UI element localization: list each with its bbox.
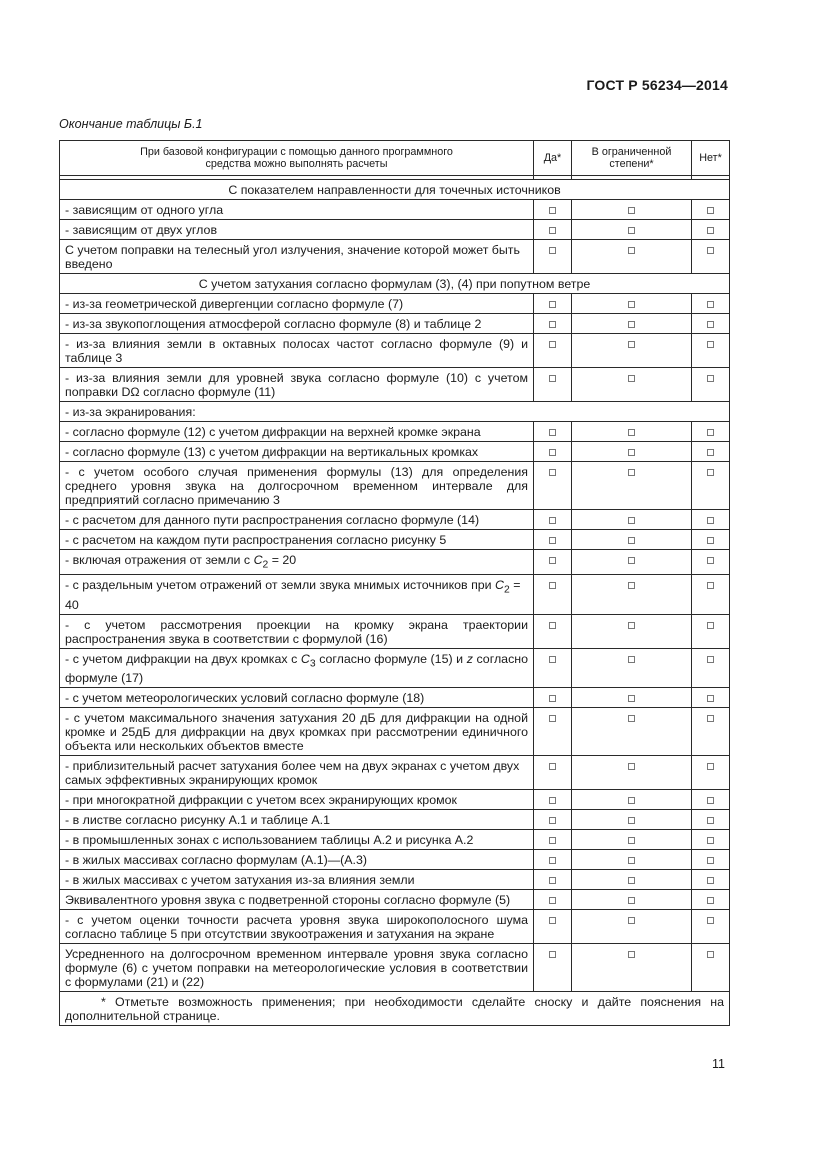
checkbox[interactable] [628, 622, 635, 629]
yes-cell [534, 220, 572, 240]
checkbox[interactable] [707, 207, 714, 214]
checkbox[interactable] [549, 837, 556, 844]
row-label: Эквивалентного уровня звука с подветренной стороны согласно формуле (5) [60, 890, 534, 910]
checkbox[interactable] [628, 341, 635, 348]
table-row [60, 910, 730, 944]
no-cell [692, 688, 730, 708]
checkbox[interactable] [707, 763, 714, 770]
checkbox[interactable] [707, 817, 714, 824]
yes-cell [534, 510, 572, 530]
checkbox[interactable] [628, 656, 635, 663]
row-label [60, 575, 534, 614]
checkbox[interactable] [707, 797, 714, 804]
checkbox[interactable] [707, 227, 714, 234]
table-row [60, 314, 730, 334]
row-label: - с учетом рассмотрения проекции на кромку экрана траектории распространения звука в соответствии с формулой (16) [60, 614, 534, 648]
checkbox[interactable] [707, 622, 714, 629]
row-label: - при многократной дифракции с учетом всех экранирующих кромок [60, 790, 534, 810]
symbol: C [495, 578, 504, 593]
checkbox[interactable] [707, 715, 714, 722]
checkbox[interactable] [549, 449, 556, 456]
yes-cell [534, 334, 572, 368]
table-row [60, 530, 730, 550]
no-cell [692, 944, 730, 992]
no-cell [692, 334, 730, 368]
table-row [60, 850, 730, 870]
no-cell [692, 810, 730, 830]
checkbox[interactable] [628, 715, 635, 722]
yes-cell [534, 614, 572, 648]
row-label: - с учетом максимального значения затухания 20 дБ для дифракции на одной кромке и 25дБ для дифракции на двух кромках при рассмотрении единичного объекта или нескольких объектов вместе [60, 708, 534, 756]
no-cell [692, 510, 730, 530]
table-row [60, 830, 730, 850]
checkbox[interactable] [628, 695, 635, 702]
document-code: ГОСТ Р 56234—2014 [586, 77, 728, 93]
row-label: - зависящим от двух углов [60, 220, 534, 240]
subscript: 2 [262, 559, 269, 571]
checkbox[interactable] [628, 517, 635, 524]
subscript: 2 [504, 584, 510, 596]
checkbox[interactable] [707, 429, 714, 436]
checkbox[interactable] [549, 582, 556, 589]
no-cell [692, 850, 730, 870]
checkbox[interactable] [628, 301, 635, 308]
checkbox[interactable] [549, 429, 556, 436]
checkbox[interactable] [707, 301, 714, 308]
no-cell [692, 422, 730, 442]
section-row [60, 180, 730, 200]
table-row [60, 462, 730, 510]
limited-cell [572, 810, 692, 830]
table-row [60, 648, 730, 687]
checkbox[interactable] [707, 897, 714, 904]
yes-cell [534, 708, 572, 756]
row-label: - приблизительный расчет затухания более чем на двух экранах с учетом двух самых эффективных экранирующих кромок [60, 756, 534, 790]
checkbox[interactable] [628, 375, 635, 382]
checkbox[interactable] [707, 837, 714, 844]
checkbox[interactable] [628, 897, 635, 904]
checkbox[interactable] [628, 763, 635, 770]
checkbox[interactable] [549, 537, 556, 544]
limited-cell [572, 530, 692, 550]
no-cell [692, 240, 730, 274]
no-cell [692, 614, 730, 648]
checkbox[interactable] [628, 247, 635, 254]
yes-cell [534, 870, 572, 890]
checkbox[interactable] [549, 817, 556, 824]
checkbox[interactable] [549, 247, 556, 254]
checkbox[interactable] [628, 557, 635, 564]
row-label: Усредненного на долгосрочном временном интервале уровня звука согласно формуле (6) с учетом поправки на метеорологические условия в соответствии с формулами (21) и (22) [60, 944, 534, 992]
symbol: z [466, 651, 473, 666]
label-text: = 20 [268, 553, 297, 567]
table-caption: Окончание таблицы Б.1 [59, 117, 203, 131]
row-label [60, 550, 534, 575]
limited-cell [572, 334, 692, 368]
checkbox[interactable] [707, 557, 714, 564]
checkbox[interactable] [549, 857, 556, 864]
yes-cell [534, 830, 572, 850]
footnote-row [60, 992, 730, 1026]
table-row [60, 334, 730, 368]
yes-cell [534, 850, 572, 870]
yes-cell [534, 314, 572, 334]
checkbox[interactable] [549, 301, 556, 308]
label-text: согласно формуле (15) и [315, 651, 467, 666]
checkbox[interactable] [628, 817, 635, 824]
checkbox[interactable] [628, 321, 635, 328]
checkbox[interactable] [549, 951, 556, 958]
column-header-yes: Да* [534, 141, 572, 176]
checkbox[interactable] [707, 341, 714, 348]
checkbox[interactable] [549, 656, 556, 663]
yes-cell [534, 648, 572, 687]
subscript: 3 [309, 658, 316, 670]
table-row [60, 550, 730, 575]
column-header-no: Нет* [692, 141, 730, 176]
no-cell [692, 870, 730, 890]
checkbox[interactable] [549, 227, 556, 234]
capabilities-table [59, 140, 730, 1026]
checkbox[interactable] [549, 622, 556, 629]
footnote: * Отметьте возможность применения; при необходимости сделайте сноску и дайте пояснения на дополнительной странице. [60, 992, 730, 1026]
table-row [60, 575, 730, 614]
checkbox[interactable] [628, 449, 635, 456]
limited-cell [572, 220, 692, 240]
section-heading: С учетом затухания согласно формулам (3), (4) при попутном ветре [60, 274, 730, 294]
checkbox[interactable] [549, 469, 556, 476]
checkbox[interactable] [549, 797, 556, 804]
no-cell [692, 756, 730, 790]
no-cell [692, 550, 730, 575]
checkbox[interactable] [707, 375, 714, 382]
row-label: - в жилых массивах с учетом затухания из-за влияния земли [60, 870, 534, 890]
label-text: - включая отражения от земли с [65, 553, 254, 567]
row-label: - зависящим от одного угла [60, 200, 534, 220]
row-label: - в жилых массивах согласно формулам (А.1)—(А.3) [60, 850, 534, 870]
limited-cell [572, 790, 692, 810]
checkbox[interactable] [628, 429, 635, 436]
row-label: С учетом поправки на телесный угол излучения, значение которой может быть введено [60, 240, 534, 274]
table-row [60, 708, 730, 756]
checkbox[interactable] [628, 917, 635, 924]
limited-cell [572, 200, 692, 220]
checkbox[interactable] [707, 951, 714, 958]
checkbox[interactable] [628, 537, 635, 544]
yes-cell [534, 240, 572, 274]
checkbox[interactable] [628, 469, 635, 476]
row-label [60, 648, 534, 687]
limited-cell [572, 368, 692, 402]
checkbox[interactable] [549, 207, 556, 214]
checkbox[interactable] [707, 247, 714, 254]
checkbox[interactable] [707, 517, 714, 524]
column-header-limited: В ограниченной степени* [572, 141, 692, 176]
page-number: 11 [712, 1057, 725, 1071]
row-label: - с учетом особого случая применения формулы (13) для определения среднего уровня звука на долгосрочном временном интервале для предприятий согласно примечанию 3 [60, 462, 534, 510]
table-row [60, 790, 730, 810]
section-row [60, 274, 730, 294]
label-text: = 40 [65, 578, 521, 612]
checkbox[interactable] [707, 537, 714, 544]
row-label: - из-за влияния земли в октавных полосах частот согласно формуле (9) и таблице 3 [60, 334, 534, 368]
checkbox[interactable] [549, 517, 556, 524]
yes-cell [534, 550, 572, 575]
checkbox[interactable] [549, 917, 556, 924]
row-label: - с расчетом для данного пути распространения согласно формуле (14) [60, 510, 534, 530]
no-cell [692, 314, 730, 334]
table-row [60, 944, 730, 992]
limited-cell [572, 614, 692, 648]
checkbox[interactable] [549, 695, 556, 702]
row-label: - с учетом оценки точности расчета уровня звука широкополосного шума согласно таблице 5 при отсутствии звукоотражения и затухания на экране [60, 910, 534, 944]
table-row [60, 614, 730, 648]
row-label: - согласно формуле (13) с учетом дифракции на вертикальных кромках [60, 442, 534, 462]
no-cell [692, 220, 730, 240]
limited-cell [572, 240, 692, 274]
no-cell [692, 790, 730, 810]
column-header-description: При базовой конфигурации с помощью данного программного средства можно выполнять расчеты [60, 141, 534, 176]
table-row [60, 870, 730, 890]
row-label: - согласно формуле (12) с учетом дифракции на верхней кромке экрана [60, 422, 534, 442]
limited-cell [572, 550, 692, 575]
yes-cell [534, 756, 572, 790]
no-cell [692, 830, 730, 850]
checkbox[interactable] [628, 797, 635, 804]
table-row [60, 368, 730, 402]
table-row [60, 200, 730, 220]
table-row [60, 510, 730, 530]
checkbox[interactable] [707, 877, 714, 884]
limited-cell [572, 850, 692, 870]
checkbox[interactable] [549, 715, 556, 722]
yes-cell [534, 944, 572, 992]
limited-cell [572, 462, 692, 510]
limited-cell [572, 575, 692, 614]
limited-cell [572, 688, 692, 708]
checkbox[interactable] [628, 877, 635, 884]
row-label: - с учетом метеорологических условий согласно формуле (18) [60, 688, 534, 708]
row-label: - из-за экранирования: [60, 402, 730, 422]
no-cell [692, 910, 730, 944]
section-heading: С показателем направленности для точечных источников [60, 180, 730, 200]
no-cell [692, 648, 730, 687]
symbol: C [253, 553, 263, 567]
yes-cell [534, 442, 572, 462]
checkbox[interactable] [628, 582, 635, 589]
symbol: C [300, 651, 310, 666]
limited-cell [572, 314, 692, 334]
yes-cell [534, 368, 572, 402]
checkbox[interactable] [707, 656, 714, 663]
table-header-row [60, 141, 730, 176]
row-label: - в листве согласно рисунку А.1 и таблице А.1 [60, 810, 534, 830]
yes-cell [534, 790, 572, 810]
checkbox[interactable] [707, 321, 714, 328]
checkbox[interactable] [549, 321, 556, 328]
table-row [60, 890, 730, 910]
yes-cell [534, 890, 572, 910]
table-row [60, 442, 730, 462]
table-row [60, 810, 730, 830]
row-label: - из-за влияния земли для уровней звука согласно формуле (10) с учетом поправки DΩ согласно формуле (11) [60, 368, 534, 402]
yes-cell [534, 575, 572, 614]
checkbox[interactable] [707, 695, 714, 702]
no-cell [692, 442, 730, 462]
row-label: - из-за геометрической дивергенции согласно формуле (7) [60, 294, 534, 314]
limited-cell [572, 830, 692, 850]
table-row [60, 240, 730, 274]
limited-cell [572, 294, 692, 314]
limited-cell [572, 708, 692, 756]
checkbox[interactable] [707, 857, 714, 864]
checkbox[interactable] [628, 857, 635, 864]
no-cell [692, 575, 730, 614]
no-cell [692, 294, 730, 314]
checkbox[interactable] [549, 341, 556, 348]
table-row [60, 294, 730, 314]
limited-cell [572, 870, 692, 890]
checkbox[interactable] [628, 227, 635, 234]
checkbox[interactable] [707, 917, 714, 924]
row-label: - из-за звукопоглощения атмосферой согласно формуле (8) и таблице 2 [60, 314, 534, 334]
limited-cell [572, 422, 692, 442]
yes-cell [534, 200, 572, 220]
table-row [60, 220, 730, 240]
label-text: согласно формуле (17) [65, 651, 528, 686]
limited-cell [572, 756, 692, 790]
no-cell [692, 462, 730, 510]
table-row [60, 402, 730, 422]
limited-cell [572, 944, 692, 992]
checkbox[interactable] [628, 837, 635, 844]
row-label: - в промышленных зонах с использованием таблицы А.2 и рисунка А.2 [60, 830, 534, 850]
yes-cell [534, 422, 572, 442]
checkbox[interactable] [707, 469, 714, 476]
limited-cell [572, 910, 692, 944]
row-label: - с расчетом на каждом пути распространения согласно рисунку 5 [60, 530, 534, 550]
checkbox[interactable] [628, 207, 635, 214]
label-text: - с учетом дифракции на двух кромках с [65, 651, 301, 666]
yes-cell [534, 294, 572, 314]
no-cell [692, 368, 730, 402]
no-cell [692, 890, 730, 910]
no-cell [692, 200, 730, 220]
checkbox[interactable] [549, 877, 556, 884]
limited-cell [572, 890, 692, 910]
checkbox[interactable] [549, 897, 556, 904]
checkbox[interactable] [628, 951, 635, 958]
yes-cell [534, 688, 572, 708]
checkbox[interactable] [707, 449, 714, 456]
checkbox[interactable] [549, 763, 556, 770]
yes-cell [534, 910, 572, 944]
no-cell [692, 708, 730, 756]
checkbox[interactable] [707, 582, 714, 589]
no-cell [692, 530, 730, 550]
table-row [60, 756, 730, 790]
yes-cell [534, 530, 572, 550]
table-row [60, 422, 730, 442]
checkbox[interactable] [549, 557, 556, 564]
limited-cell [572, 648, 692, 687]
table-row [60, 688, 730, 708]
checkbox[interactable] [549, 375, 556, 382]
yes-cell [534, 810, 572, 830]
label-text: - с раздельным учетом отражений от земли звука мнимых источников при [65, 578, 496, 593]
limited-cell [572, 510, 692, 530]
limited-cell [572, 442, 692, 462]
yes-cell [534, 462, 572, 510]
